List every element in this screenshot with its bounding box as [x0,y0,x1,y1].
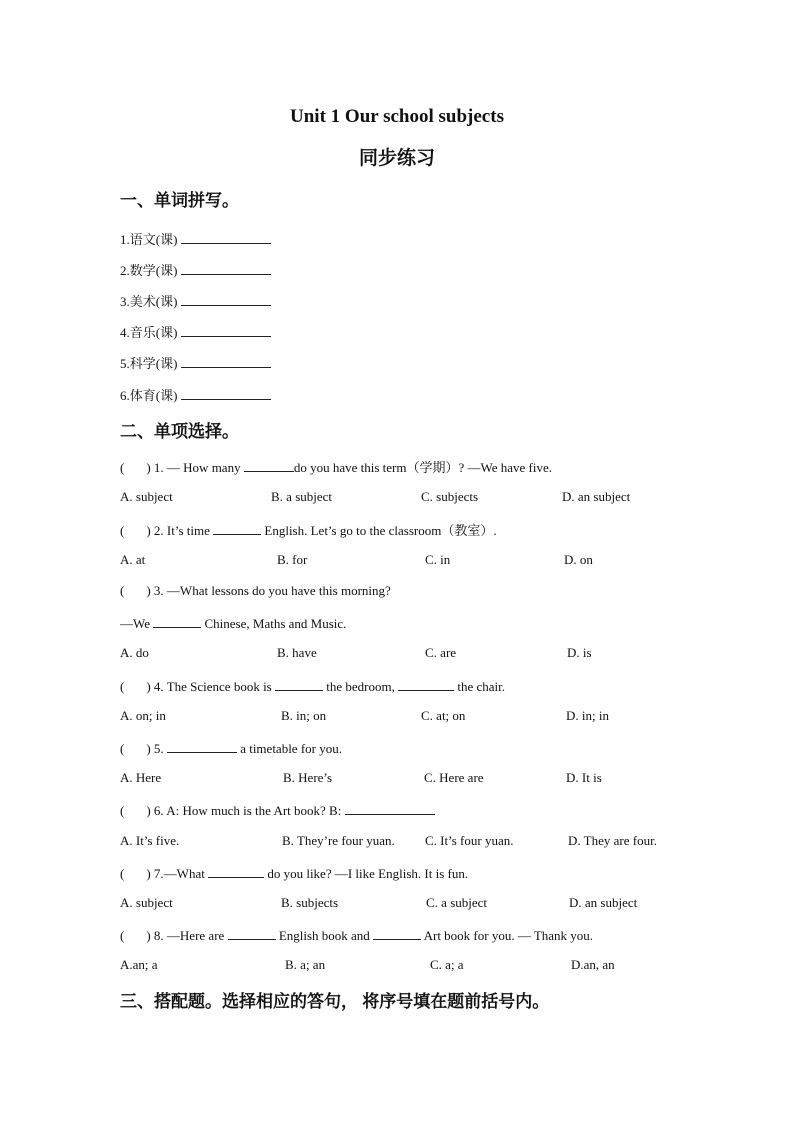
question-1 [120,457,552,477]
worksheet-subtitle: 同步练习 [358,148,435,169]
answer-blank[interactable] [181,322,271,337]
question-text: a timetable for you. [236,741,342,756]
answer-paren-open: ( [120,803,125,818]
answer-blank[interactable] [181,291,271,306]
question-text: English book and [275,928,374,943]
option-a: A. on; in [120,708,166,723]
vocab-label: 2.数学(课) [120,263,178,278]
question-7 [120,863,468,883]
option-d: D. is [567,645,592,660]
section-2-heading: 二、单项选择。 [120,422,239,441]
answer-paren-open: ( [120,679,125,694]
question-text: ) 2. It’s time [146,523,214,538]
option-b: B. a subject [271,489,333,504]
answer-blank[interactable] [167,738,237,753]
answer-paren-open: ( [120,460,125,475]
option-c: C. a; a [430,957,464,972]
option-c: C. at; on [421,708,466,723]
option-b: B. in; on [281,708,327,723]
answer-blank[interactable] [244,457,294,472]
option-d: D. It is [566,770,602,785]
question-3 [120,582,391,600]
vocab-item [120,353,271,373]
option-a: A.an; a [120,957,158,972]
answer-blank[interactable] [181,353,271,368]
section-3-heading: 三、搭配题。选择相应的答句， 将序号填在题前括号内。 [120,992,550,1011]
option-c: C. subjects [421,489,479,504]
answer-blank[interactable] [181,260,271,275]
question-text: ) 8. —Here are [146,928,228,943]
option-c: C. Here are [424,770,484,785]
vocab-label: 5.科学(课) [120,356,178,371]
answer-blank[interactable] [373,925,421,940]
option-b: B. for [277,552,308,567]
vocab-label: 1.语文(课) [120,232,178,247]
question-5 [120,738,342,758]
vocab-label: 6.体育(课) [120,388,178,403]
answer-blank[interactable] [181,229,271,244]
option-d: D. in; in [566,708,609,723]
answer-blank[interactable] [208,863,264,878]
option-d: D. an subject [562,489,631,504]
answer-blank[interactable] [213,520,261,535]
section-1-heading: 一、单词拼写。 [120,191,239,210]
question-8 [120,925,593,945]
option-c: C. in [425,552,451,567]
question-text: ) 1. — How many [146,460,244,475]
question-text: the bedroom, [323,679,399,694]
answer-blank[interactable] [181,385,271,400]
option-d: D.an, an [571,957,615,972]
worksheet-title: Unit 1 Our school subjects [290,106,504,127]
question-3-line-2 [120,613,346,633]
question-text: the chair. [454,679,505,694]
option-c: C. are [425,645,457,660]
option-b: B. a; an [285,957,326,972]
question-text: English. Let’s go to the classroom（教室）. [261,523,497,538]
option-d: D. on [564,552,593,567]
question-6 [120,800,435,820]
answer-paren-open: ( [120,583,125,598]
vocab-label: 3.美术(课) [120,294,178,309]
vocab-item [120,322,271,342]
question-text: —We [120,616,154,631]
answer-blank[interactable] [228,925,276,940]
option-c: C. It’s four yuan. [425,833,514,848]
answer-paren-open: ( [120,741,125,756]
option-b: B. subjects [281,895,339,910]
answer-paren-open: ( [120,928,125,943]
question-text: ) 6. A: How much is the Art book? B: [146,803,345,818]
question-text: Chinese, Maths and Music. [201,616,347,631]
option-a: A. do [120,645,149,660]
question-4 [120,676,505,696]
vocab-item [120,385,271,405]
question-2 [120,520,497,540]
vocab-item [120,260,271,280]
vocab-item [120,291,271,311]
answer-blank[interactable] [345,800,435,815]
question-text: ) 7.—What [146,866,209,881]
question-text: ) 5. [146,741,167,756]
option-a: A. subject [120,489,173,504]
option-a: A. Here [120,770,162,785]
option-a: A. subject [120,895,173,910]
option-a: A. It’s five. [120,833,180,848]
option-b: B. Here’s [283,770,333,785]
vocab-item [120,229,271,249]
question-text: ) 4. The Science book is [146,679,275,694]
answer-paren-open: ( [120,866,125,881]
vocab-label: 4.音乐(课) [120,325,178,340]
answer-blank[interactable] [398,676,454,691]
option-d: D. They are four. [568,833,657,848]
question-text: Art book for you. — Thank you. [421,928,594,943]
question-text: ) 3. —What lessons do you have this morning? [146,583,391,598]
answer-paren-open: ( [120,523,125,538]
option-d: D. an subject [569,895,638,910]
question-text: do you have this term（学期）? —We have five. [293,460,553,475]
option-a: A. at [120,552,146,567]
option-b: B. They’re four yuan. [282,833,395,848]
answer-blank[interactable] [153,613,201,628]
question-text: do you like? —I like English. It is fun. [264,866,469,881]
option-c: C. a subject [426,895,488,910]
answer-blank[interactable] [275,676,323,691]
option-b: B. have [277,645,317,660]
